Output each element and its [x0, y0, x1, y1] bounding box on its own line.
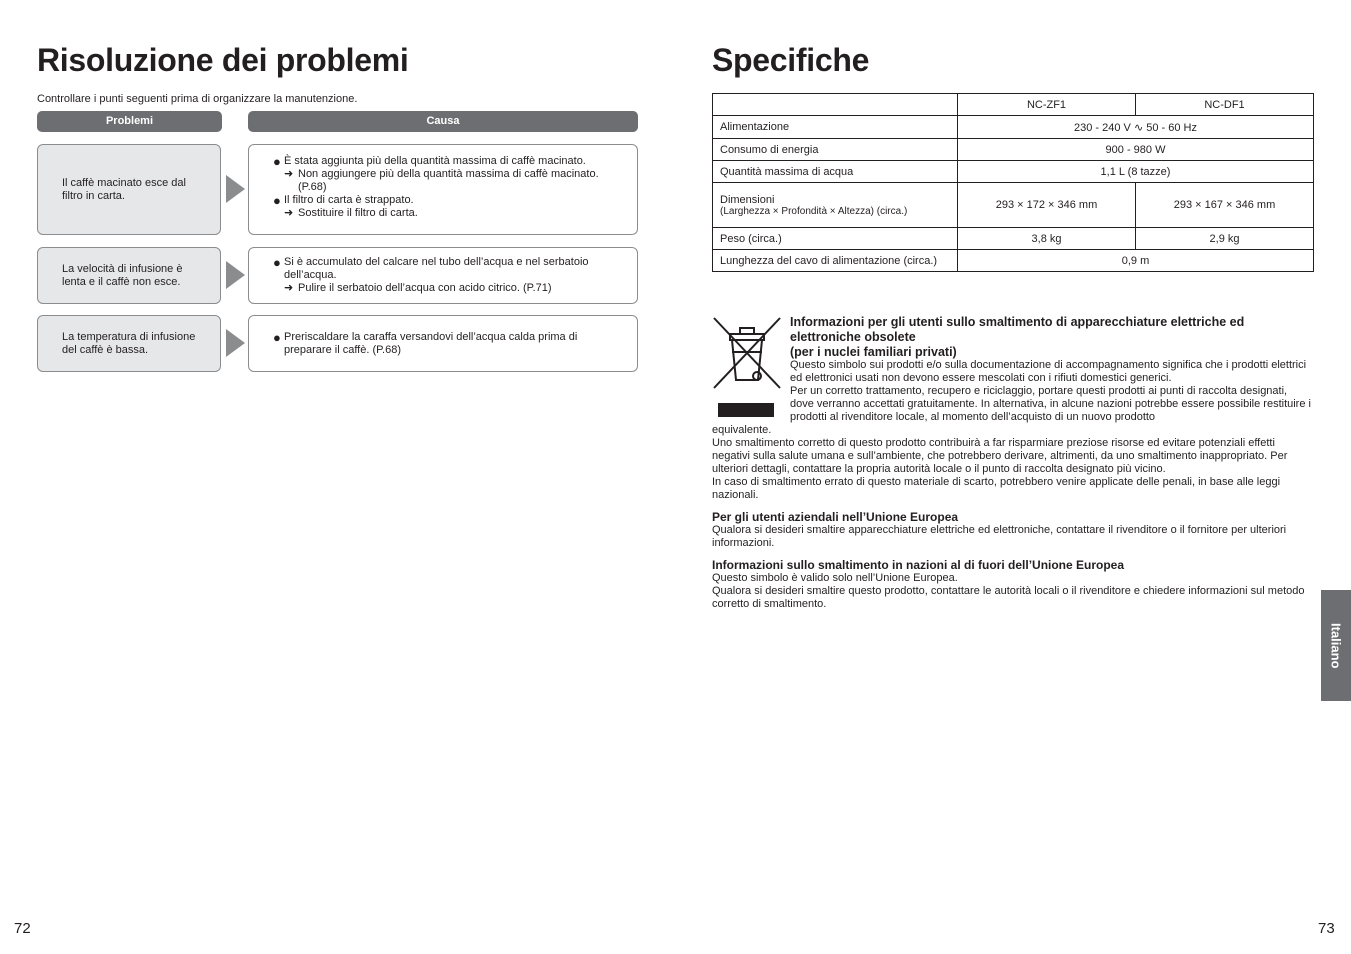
business-users-heading: Per gli utenti aziendali nell’Unione Europea [712, 510, 959, 524]
troubleshooting-title: Risoluzione dei problemi [37, 42, 409, 78]
cause-bullet: ● Preriscaldare la caraffa versandovi dell’acqua calda prima di preparare il caffè. (P.68) [273, 330, 578, 356]
language-tab: Italiano [1321, 590, 1351, 701]
cause-header: Causa [248, 111, 638, 132]
arrow-right-icon [226, 175, 245, 203]
problem-box-3 [37, 315, 221, 372]
non-eu-text: Questo simbolo è valido solo nell’Unione Europea. [712, 572, 958, 584]
table-row: Consumo di energia 900 - 980 W [713, 139, 1314, 161]
problem-box-2 [37, 247, 221, 304]
arrow-icon: ➜ [284, 168, 294, 180]
cause-bullet: ● È stata aggiunta più della quantità massima di caffè macinato. [273, 154, 586, 169]
problem-text: La velocità di infusione è lenta e il caffè non esce. [62, 262, 183, 288]
weee-paragraph: equivalente. [712, 424, 772, 436]
bullet-icon: ● [273, 193, 281, 208]
weee-paragraph: Questo simbolo sui prodotti e/o sulla documentazione di accompagnamento significa che i prodotti elettrici ed elettronici usati non devono essere mescolati con i rifiuti domestici generici. [790, 359, 1307, 384]
table-row: Peso (circa.) 3,8 kg 2,9 kg [713, 228, 1314, 250]
arrow-icon: ➜ [284, 207, 294, 219]
arrow-icon: ➜ [284, 282, 294, 294]
table-row: Alimentazione 230 - 240 V ∿ 50 - 60 Hz [713, 116, 1314, 139]
arrow-right-icon [226, 329, 245, 357]
cause-bullet: ● Il filtro di carta è strappato. [273, 193, 414, 208]
cause-remedy: ➜ Sostituire il filtro di carta. [284, 207, 418, 219]
crossed-out-bin-icon [712, 316, 782, 420]
page-number-left: 72 [14, 920, 31, 937]
bullet-icon: ● [273, 154, 281, 169]
problems-header: Problemi [37, 111, 222, 132]
troubleshooting-intro: Controllare i punti seguenti prima di organizzare la manutenzione. [37, 93, 358, 105]
weee-body [712, 424, 1312, 611]
weee-heading: Informazioni per gli utenti sullo smaltimento di apparecchiature elettriche ed elettroniche obsolete [790, 315, 1245, 344]
weee-paragraph: Per un corretto trattamento, recupero e riciclaggio, portare questi prodotti ai punti di raccolta designati, dove verranno accettati gratuitamente. In alternativa, in alcune nazioni potrebbe essere possibile restituire i prodotti al rivenditore locale, al momento dell’acquisto di un nuovo prodotto [790, 385, 1311, 423]
problem-text: La temperatura di infusione del caffè è bassa. [62, 330, 196, 356]
cause-bullet: ● Si è accumulato del calcare nel tubo dell’acqua e nel serbatoio dell’acqua. [273, 255, 589, 281]
weee-heading-block [790, 315, 1312, 424]
weee-paragraph: In caso di smaltimento errato di questo materiale di scarto, potrebbero venire applicate delle penali, in base alle leggi nazionali. [712, 476, 1281, 501]
bullet-icon: ● [273, 255, 281, 270]
table-row: Quantità massima di acqua 1,1 L (8 tazze) [713, 161, 1314, 183]
col-nc-zf1: NC-ZF1 [958, 94, 1136, 116]
problem-text: Il caffè macinato esce dal filtro in carta. [62, 176, 186, 202]
non-eu-text: Qualora si desideri smaltire questo prodotto, contattare le autorità locali o il rivenditore e chiedere informazioni sul metodo corretto di smaltimento. [712, 585, 1305, 610]
weee-paragraph: Uno smaltimento corretto di questo prodotto contribuirà a far risparmiare preziose risorse ed evitare potenziali effetti negativi sulla salute umana e sull’ambiente, che potrebbero derivare, altrimenti, da uno smaltimento inappropriato. Per ulteriori dettagli, contattare la propria autorità locale o il punto di raccolta designato più vicino. [712, 437, 1288, 475]
table-row: Dimensioni (Larghezza × Profondità × Altezza) (circa.) 293 × 172 × 346 mm 293 × 167 × 346 mm [713, 183, 1314, 228]
cause-remedy: ➜ Non aggiungere più della quantità massima di caffè macinato. (P.68) [284, 168, 599, 193]
table-row: Lunghezza del cavo di alimentazione (circa.) 0,9 m [713, 250, 1314, 272]
problem-box-1 [37, 144, 221, 235]
cause-box-2 [248, 247, 638, 304]
cause-remedy: ➜ Pulire il serbatoio dell’acqua con acido citrico. (P.71) [284, 282, 552, 294]
col-nc-df1: NC-DF1 [1136, 94, 1314, 116]
cause-box-1 [248, 144, 638, 235]
specifications-title: Specifiche [712, 42, 870, 78]
bullet-icon: ● [273, 330, 281, 345]
arrow-right-icon [226, 261, 245, 289]
page-number-right: 73 [1318, 920, 1335, 937]
business-users-text: Qualora si desideri smaltire apparecchiature elettriche ed elettroniche, contattare il rivenditore o il fornitore per ulteriori informazioni. [712, 524, 1287, 549]
non-eu-heading: Informazioni sullo smaltimento in nazioni al di fuori dell’Unione Europea [712, 558, 1125, 572]
specifications-table [712, 93, 1314, 272]
table-header-row [713, 94, 1314, 116]
weee-subheading: (per i nuclei familiari privati) [790, 345, 957, 359]
cause-box-3 [248, 315, 638, 372]
